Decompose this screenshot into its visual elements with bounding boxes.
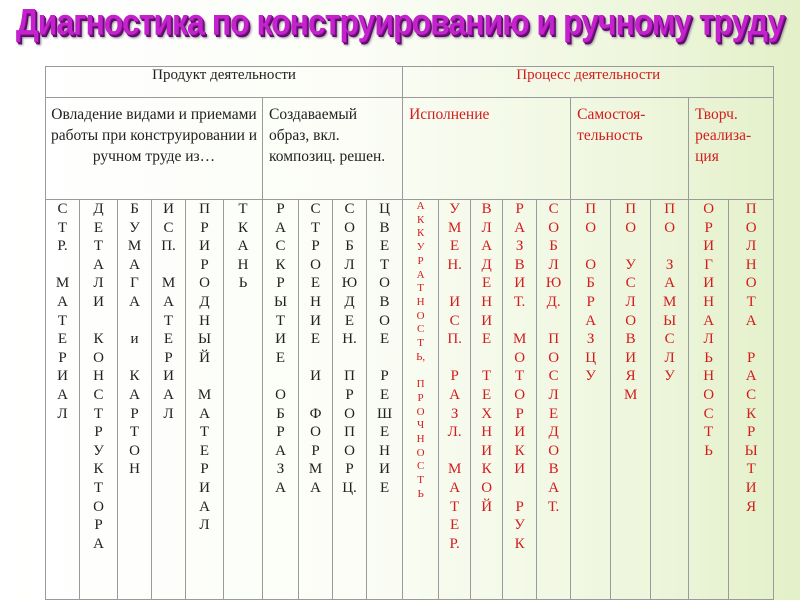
column-cell: А К К У Р А Т Н О С Т Ь, П Р О Ч Н О С Т Ь	[403, 200, 439, 600]
header-mastery: Овладение видами и приемами работы при конструировании и ручном труде из…	[46, 98, 263, 200]
column-cell: П О О Б Р А З Ц У	[571, 200, 611, 600]
column-cell: О Р И Г И Н А Л Ь Н О С Т Ь	[689, 200, 729, 600]
header-execution: Исполнение	[403, 98, 571, 200]
column-cell: П Р И Р О Д Н Ы Й М А Т Е Р И А Л	[186, 200, 224, 600]
column-cell: С О Б Л Ю Д. П О С Л Е Д О В А Т.	[537, 200, 571, 600]
column-cell: Ц В Е Т О В О Е Р Е Ш Е Н И Е	[367, 200, 403, 600]
column-cell: Р А З В И Т. М О Т О Р И К И Р У К	[503, 200, 537, 600]
page-title: Диагностика по конструированию и ручному труду	[15, 1, 785, 43]
column-cell: Б У М А Г А и К А Р Т О Н	[118, 200, 152, 600]
column-cell: П О У С Л О В И Я М	[611, 200, 651, 600]
column-cell: В Л А Д Е Н И Е Т Е Х Н И К О Й	[471, 200, 503, 600]
header-product: Продукт деятельности	[46, 67, 403, 98]
header-independence: Самостоя- тельность	[571, 98, 689, 200]
column-cell: С О Б Л Ю Д Е Н. П Р О П О Р Ц.	[333, 200, 367, 600]
column-cell: И С П. М А Т Е Р И А Л	[152, 200, 186, 600]
column-cell: Р А С К Р Ы Т И Е О Б Р А З А	[263, 200, 299, 600]
header-process: Процесс деятельности	[403, 67, 774, 98]
column-cell: С Т Р О Е Н И Е И Ф О Р М А	[299, 200, 333, 600]
column-cell: Т К А Н Ь	[224, 200, 263, 600]
header-image: Создаваемый образ, вкл. композиц. решен.	[263, 98, 403, 200]
diagnostics-table	[45, 66, 774, 600]
column-cell: С Т Р. М А Т Е Р И А Л	[46, 200, 80, 600]
header-creative: Творч. реализа- ция	[689, 98, 774, 200]
column-cell: П О Л Н О Т А Р А С К Р Ы Т И Я	[729, 200, 774, 600]
column-cell: Д Е Т А Л И К О Н С Т Р У К Т О Р А	[80, 200, 118, 600]
column-cell: У М Е Н. И С П. Р А З Л. М А Т Е Р.	[439, 200, 471, 600]
column-cell: П О З А М Ы С Л У	[651, 200, 689, 600]
